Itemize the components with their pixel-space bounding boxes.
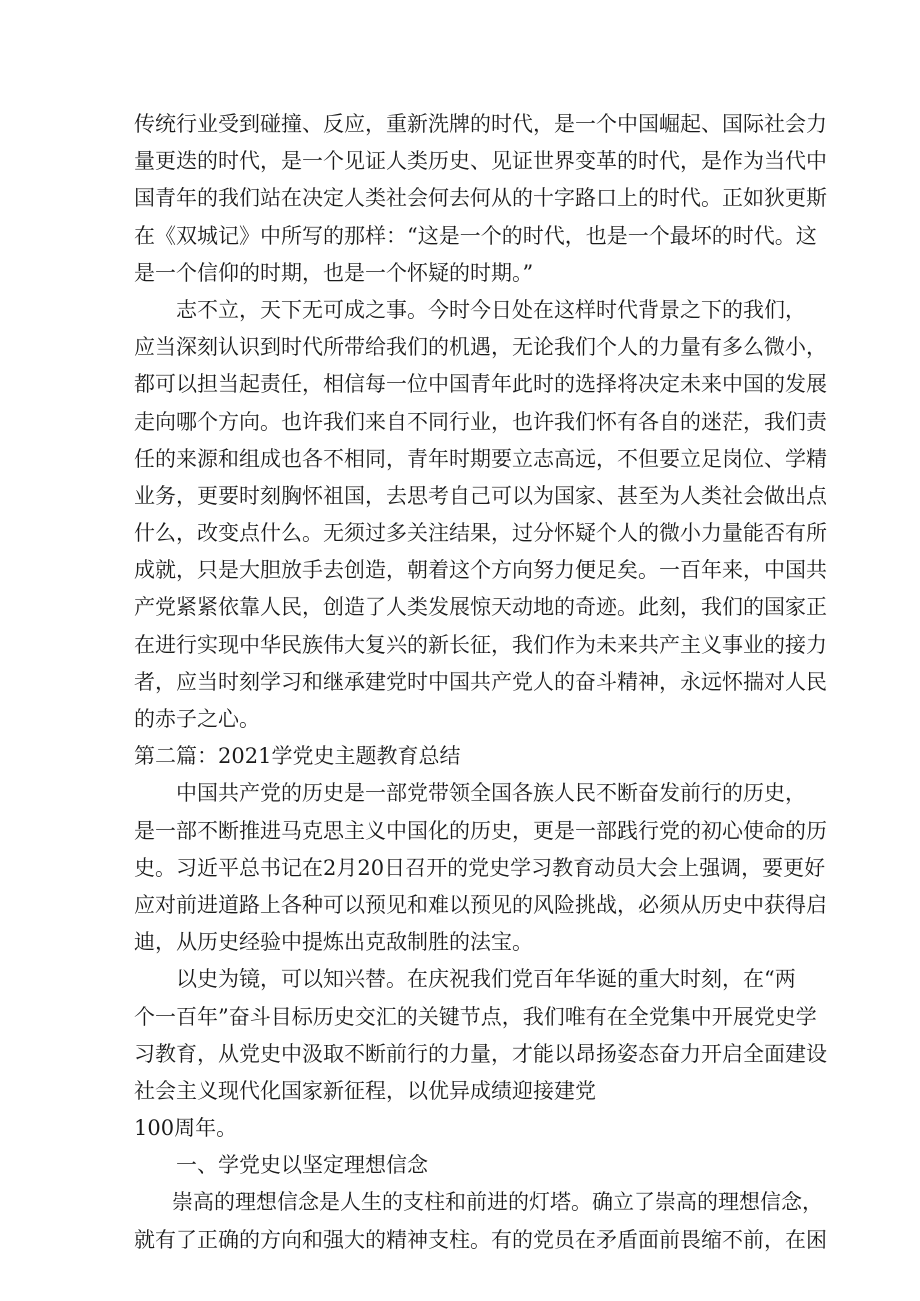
text-line: 在《双城记》中所写的那样：“这是一个的时代，也是一个最坏的时代。这	[134, 223, 817, 248]
text-line: 应当深刻认识到时代所带给我们的机遇，无论我们个人的力量有多么微小，	[134, 335, 827, 360]
paragraph-1	[134, 106, 827, 292]
text-line: 个一百年”奋斗目标历史交汇的关键节点，我们唯有在全党集中开展党史学	[134, 1004, 817, 1029]
text-line: 以史为镜，可以知兴替。在庆祝我们党百年华诞的重大时刻，在“两	[176, 967, 796, 992]
text-line: 史。习近平总书记在2月20日召开的党史学习教育动员大会上强调，要更好	[134, 855, 826, 880]
text-line: 走向哪个方向。也许我们来自不同行业，也许我们怀有各自的迷茫，我们责	[134, 409, 827, 434]
text-line: 100周年。	[134, 1116, 238, 1141]
paragraph-3	[134, 775, 827, 961]
paragraph-5	[134, 1184, 827, 1258]
section-heading: 第二篇：2021学党史主题教育总结	[134, 744, 461, 769]
subheading: 一、学党史以坚定理想信念	[176, 1153, 428, 1178]
text-line: 崇高的理想信念是人生的支柱和前进的灯塔。确立了崇高的理想信念，	[172, 1190, 823, 1215]
document-page	[134, 106, 827, 1259]
text-line: 习教育，从党史中汲取不断前行的力量，才能以昂扬姿态奋力开启全面建设	[134, 1041, 827, 1066]
text-line: 是一个信仰的时期，也是一个怀疑的时期。”	[134, 260, 534, 285]
text-line: 成就，只是大胆放手去创造，朝着这个方向努力便足矣。一百年来，中国共	[134, 558, 827, 583]
text-line: 产党紧紧依靠人民，创造了人类发展惊天动地的奇迹。此刻，我们的国家正	[134, 595, 827, 620]
text-line: 志不立，天下无可成之事。今时今日处在这样时代背景之下的我们，	[176, 297, 806, 322]
text-line: 迪，从历史经验中提炼出克敌制胜的法宝。	[134, 930, 533, 955]
text-line: 什么，改变点什么。无须过多关注结果，过分怀疑个人的微小力量能否有所	[134, 521, 827, 546]
text-line: 就有了正确的方向和强大的精神支柱。有的党员在矛盾面前畏缩不前，在困	[134, 1227, 827, 1252]
text-line: 是一部不断推进马克思主义中国化的历史，更是一部践行党的初心使命的历	[134, 818, 827, 843]
paragraph-4	[134, 961, 827, 1147]
text-line: 业务，更要时刻胸怀祖国，去思考自己可以为国家、甚至为人类社会做出点	[134, 483, 827, 508]
text-line: 传统行业受到碰撞、反应，重新洗牌的时代，是一个中国崛起、国际社会力	[134, 112, 827, 136]
text-line: 在进行实现中华民族伟大复兴的新长征，我们作为未来共产主义事业的接力	[134, 632, 827, 657]
text-line: 任的来源和组成也各不相同，青年时期要立志高远，不但要立足岗位、学精	[134, 446, 827, 471]
text-line: 社会主义现代化国家新征程，以优异成绩迎接建党	[134, 1078, 596, 1103]
text-line: 者，应当时刻学习和继承建党时中国共产党人的奋斗精神，永远怀揣对人民	[134, 669, 827, 694]
paragraph-2	[134, 292, 827, 738]
text-line: 的赤子之心。	[134, 707, 260, 731]
text-line: 中国共产党的历史是一部党带领全国各族人民不断奋发前行的历史，	[176, 781, 806, 806]
text-line: 应对前进道路上各种可以预见和难以预见的风险挑战，必须从历史中获得启	[134, 892, 827, 917]
text-line: 都可以担当起责任，相信每一位中国青年此时的选择将决定未来中国的发展	[134, 372, 827, 397]
text-line: 量更迭的时代，是一个见证人类历史、见证世界变革的时代，是作为当代中	[134, 149, 827, 174]
text-line: 国青年的我们站在决定人类社会何去何从的十字路口上的时代。正如狄更斯	[134, 186, 827, 211]
